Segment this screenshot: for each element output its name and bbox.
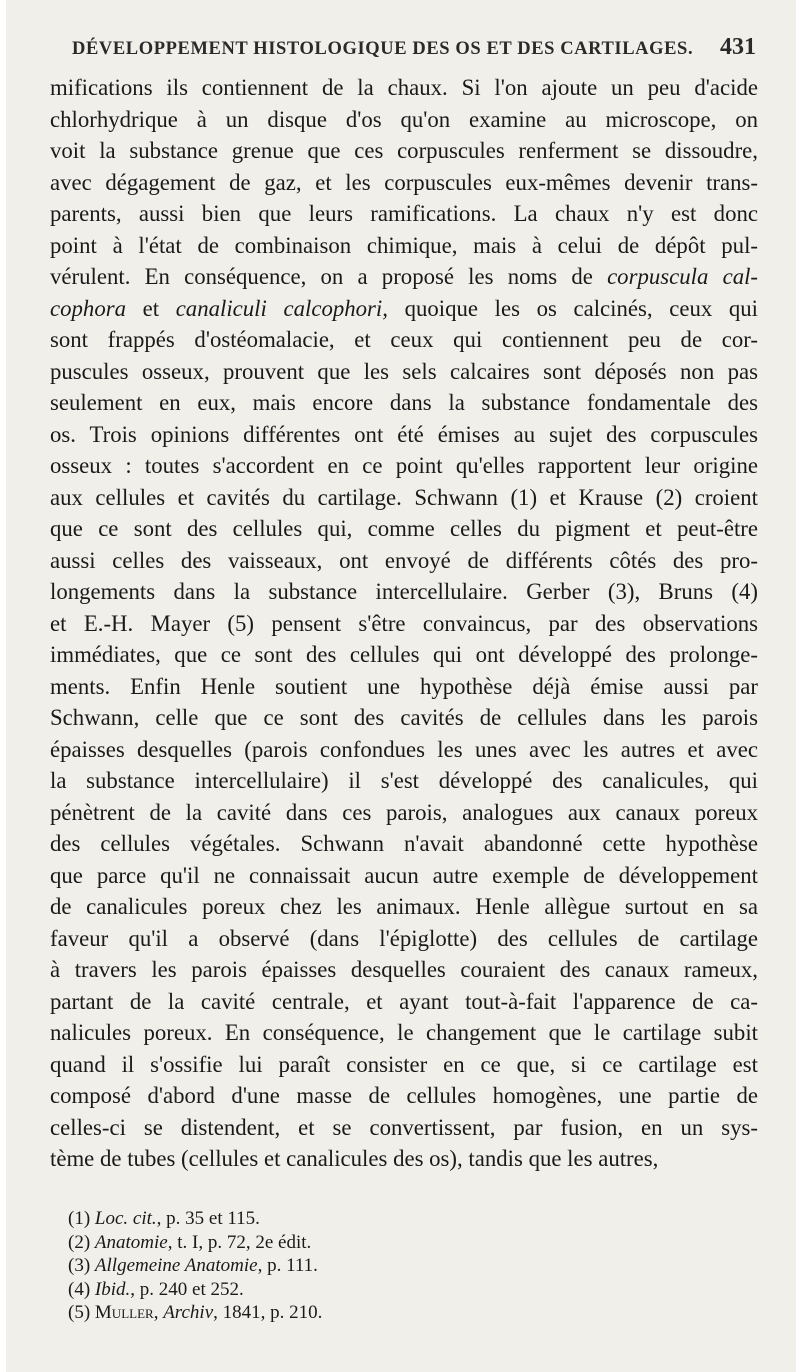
text-line: osseux : toutes s'accordent en ce point qu'elles rapportent leur origine <box>50 453 758 478</box>
italic-term: cophora <box>50 295 126 321</box>
italic-term: corpuscula cal- <box>607 264 759 289</box>
footnote-number: (1) <box>68 1208 91 1229</box>
text-line: sont frappés d'ostéomalacie, et ceux qui contiennent peu de cor- <box>50 327 758 352</box>
footnote-number: (4) <box>68 1278 91 1300</box>
footnote <box>68 1207 756 1231</box>
text-line: puscules osseux, prouvent que les sels calcaires sont déposés non pas <box>50 358 758 384</box>
footnote-number: (2) <box>68 1231 91 1253</box>
text-line: que parce qu'il ne connaissait aucun autre exemple de développement <box>50 862 758 888</box>
footnote-text: , p. 35 et 115. <box>156 1208 260 1229</box>
text-line: tème de tubes (cellules et canalicules des os), tandis que les autres, <box>50 1146 659 1171</box>
text-line: aussi celles des vaisseaux, ont envoyé de différents côtés des pro- <box>50 547 758 573</box>
text-line: composé d'abord d'une masse de cellules homogènes, une partie de <box>50 1083 758 1108</box>
text-line: os. Trois opinions différentes ont été émises au sujet des corpuscules <box>50 421 758 447</box>
text-line <box>50 293 758 325</box>
footnote-text: , p. 240 et 252. <box>130 1278 244 1300</box>
text-line: point à l'état de combinaison chimique, mais à celui de dépôt pul- <box>50 232 758 258</box>
text-line: et E.-H. Mayer (5) pensent s'être convaincus, par des observations <box>50 610 758 636</box>
page-header <box>72 34 756 64</box>
footnote-source: Archiv <box>163 1302 214 1323</box>
text-segment: quoique les os calcinés, ceux qui <box>404 295 758 321</box>
footnote <box>68 1278 756 1302</box>
text-line: longements dans la substance intercellulaire. Gerber (3), Bruns (4) <box>50 579 758 604</box>
text-line: voit la substance grenue que ces corpuscules renferment se dissoudre, <box>50 138 758 163</box>
text-line: épaisses desquelles (parois confondues les unes avec les autres et avec <box>50 736 758 762</box>
footnotes <box>68 1207 756 1325</box>
text-line: à travers les parois épaisses desquelles couraient des canaux rameux, <box>50 957 758 982</box>
footnote-text: , p. 111. <box>257 1255 318 1276</box>
footnote-number: (5) <box>68 1302 91 1323</box>
running-title: DÉVELOPPEMENT HISTOLOGIQUE DES OS ET DES CARTILAGES. <box>72 39 694 59</box>
text-line: que ce sont des cellules qui, comme celles du pigment et peut-être <box>50 516 758 541</box>
footnote-source: Allgemeine Anatomie <box>94 1255 258 1276</box>
italic-term: canaliculi calcophori, <box>175 295 388 321</box>
text-line: faveur qu'il a observé (dans l'épiglotte) des cellules de cartilage <box>50 925 758 951</box>
text-line: nalicules poreux. En conséquence, le changement que le cartilage subit <box>50 1020 758 1045</box>
text-line: parents, aussi bien que leurs ramifications. La chaux n'y est donc <box>50 201 758 226</box>
footnote: (5) Muller, Archiv, 1841, p. 210. <box>68 1302 323 1323</box>
text-line: de canalicules poreux chez les animaux. Henle allègue surtout en sa <box>50 894 758 919</box>
text-line: ments. Enfin Henle soutient une hypothèse déjà émise aussi par <box>50 673 758 699</box>
footnote <box>68 1254 756 1278</box>
text-line: mifications ils contiennent de la chaux. Si l'on ajoute un peu d'acide <box>50 75 758 100</box>
text-line: celles-ci se distendent, et se convertissent, par fusion, en un sys- <box>50 1114 758 1140</box>
text-line: partant de la cavité centrale, et ayant tout-à-fait l'apparence de ca- <box>50 988 758 1014</box>
text-line: pénètrent de la cavité dans ces parois, analogues aux canaux poreux <box>50 799 758 825</box>
text-segment: vérulent. En conséquence, on a proposé les noms de <box>50 264 593 289</box>
text-line: aux cellules et cavités du cartilage. Schwann (1) et Krause (2) croient <box>50 484 758 510</box>
footnote-text: , 1841, p. 210. <box>213 1302 323 1323</box>
footnote-source: Ibid. <box>94 1278 131 1300</box>
text-line: la substance intercellulaire) il s'est développé des canalicules, qui <box>50 768 758 793</box>
text-line: des cellules végétales. Schwann n'avait abandonné cette hypothèse <box>50 831 758 856</box>
text-line: quand il s'ossifie lui paraît consister en ce que, si ce cartilage est <box>50 1051 758 1077</box>
page-number: 431 <box>720 34 756 60</box>
text-line: immédiates, que ce sont des cellules qui ont développé des prolonge- <box>50 642 758 667</box>
text-line <box>50 261 758 293</box>
text-line: avec dégagement de gaz, et les corpuscules eux-mêmes devenir trans- <box>50 169 758 195</box>
text-line: Schwann, celle que ce sont des cavités de cellules dans les parois <box>50 705 758 730</box>
footnote-source: Anatomie <box>94 1231 168 1253</box>
footnote-author: Muller <box>94 1302 154 1323</box>
footnote-source: Loc. cit. <box>94 1208 157 1229</box>
footnote-text: , t. I, p. 72, 2e édit. <box>167 1231 312 1253</box>
body-text <box>50 72 758 1175</box>
text-segment: et <box>142 295 160 321</box>
text-line: chlorhydrique à un disque d'os qu'on examine au microscope, on <box>50 106 758 132</box>
text-line: seulement en eux, mais encore dans la substance fondamentale des <box>50 390 758 415</box>
footnote <box>68 1231 756 1255</box>
footnote-number: (3) <box>68 1255 91 1276</box>
